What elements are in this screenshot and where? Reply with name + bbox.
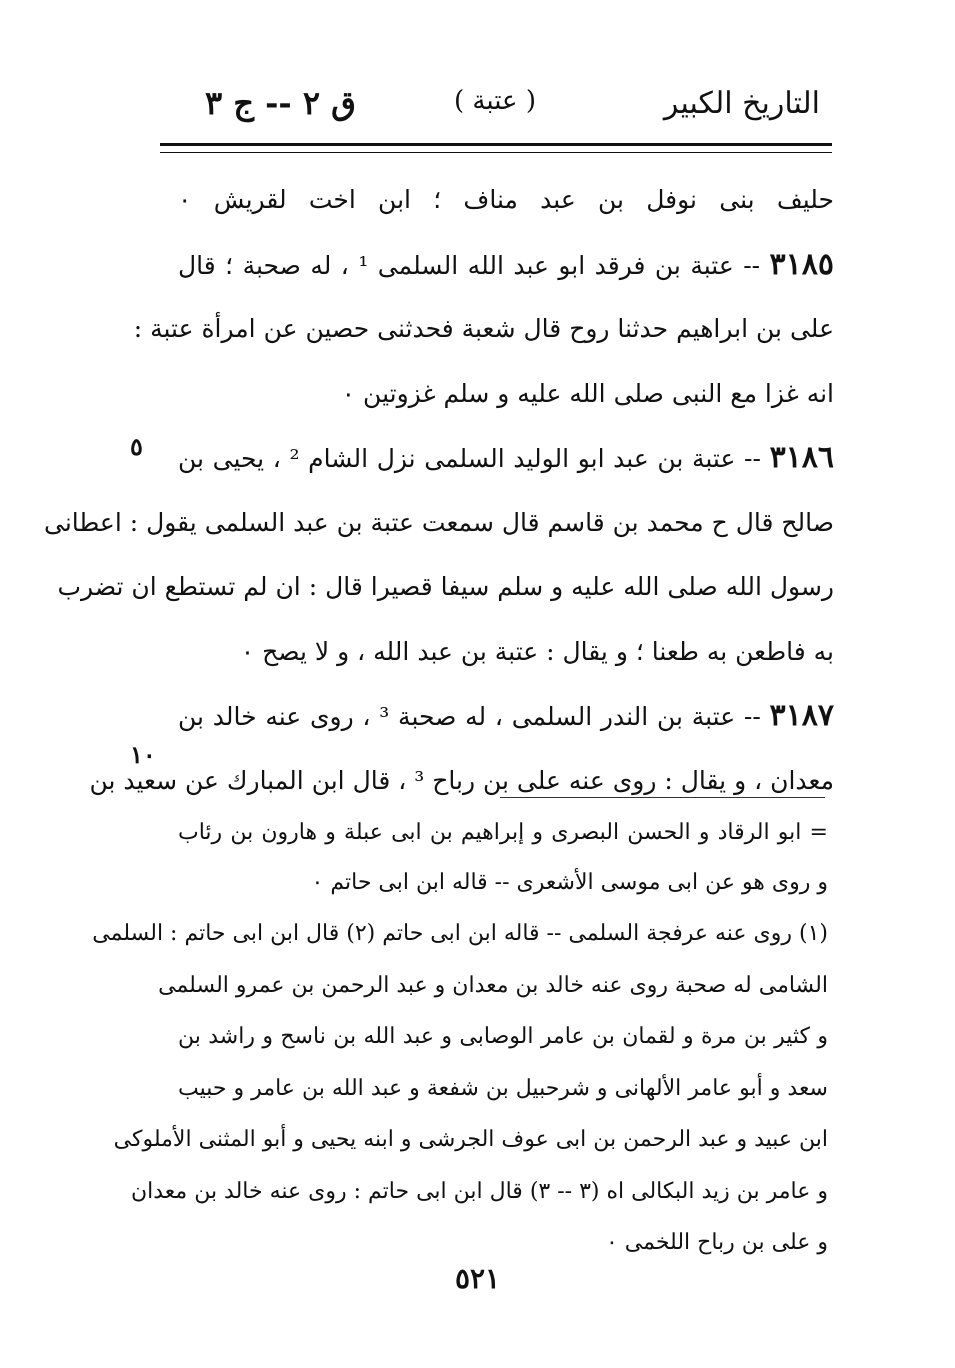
footnote-line: و كثير بن مرة و لقمان بن عامر الوصابى و عبد الله بن ناسح و راشد بن: [178, 1024, 828, 1049]
footnote-line: (١) روى عنه عرفجة السلمى -- قاله ابن ابى حاتم (٢) قال ابن ابى حاتم : السلمى: [92, 921, 828, 946]
running-header: [160, 80, 830, 136]
line-text: -- عتبة بن عبد ابو الوليد السلمى نزل الشام ² ، يحيى بن: [178, 444, 770, 473]
text-line: [57, 555, 834, 620]
margin-line-number: ٥: [130, 432, 143, 461]
page-number: ٥٢١: [454, 1262, 501, 1295]
footnote-line: و عامر بن زيد البكالى اه (٣ -- ٣) قال ابن ابى حاتم : روى عنه خالد بن معدان: [130, 1178, 828, 1204]
section-title: ( عتبة ): [454, 86, 536, 116]
line-text: به فاطعن به طعنا ؛ و يقال : عتبة بن عبد الله ، و لا يصح ٠: [240, 636, 834, 666]
entry-line: [178, 426, 834, 491]
line-text: صالح قال ح محمد بن قاسم قال سمعت عتبة بن عبد السلمى يقول : اعطانى: [43, 507, 834, 537]
entry-number: ٣١٨٧: [769, 698, 834, 733]
header-rule: [160, 143, 832, 153]
footnote-rule: [500, 797, 825, 798]
line-text: رسول الله صلى الله عليه و سلم سيفا قصيرا قال : ان لم تستطع ان تضرب: [57, 572, 834, 601]
footnote-line: الشامى له صحبة روى عنه خالد بن معدان و عبد الرحمن بن عمرو السلمى: [158, 972, 828, 998]
line-text: انه غزا مع النبى صلى الله عليه و سلم غزوتين ٠: [341, 378, 834, 408]
footnote-line: ابن عبيد و عبد الرحمن بن ابى عوف الجرشى و ابنه يحيى و أبو المثنى الأملوكى: [113, 1127, 828, 1152]
line-text: معدان ، و يقال : روى عنه على بن رباح ³ ، قال ابن المبارك عن سعيد بن: [89, 765, 834, 795]
margin-line-number: ١٠: [130, 740, 156, 769]
entry-line: [178, 684, 834, 749]
footnote-line: و روى هو عن ابى موسى الأشعرى -- قاله ابن ابى حاتم ٠: [311, 870, 828, 895]
text-line: [178, 362, 834, 427]
text-line: [178, 168, 834, 233]
footnote-line: = ابو الرقاد و الحسن البصرى و إبراهيم بن ابى عبلة و هارون بن رئاب: [178, 820, 828, 845]
footnote-line: و على بن رباح اللخمى ٠: [605, 1230, 828, 1255]
text-line: [133, 297, 834, 362]
footnotes: [92, 808, 828, 1269]
line-text: على بن ابراهيم حدثنا روح قال شعبة فحدثنى حصين عن امرأة عتبة :: [133, 314, 834, 343]
footnote-line: سعد و أبو عامر الألهانى و شرحبيل بن شفعة و عبد الله بن عامر و حبيب: [178, 1075, 828, 1101]
entry-number: ٣١٨٥: [769, 246, 834, 282]
line-text: -- عتبة بن فرقد ابو عبد الله السلمى ¹ ، له صحبة ؛ قال: [178, 250, 770, 280]
line-text: -- عتبة بن الندر السلمى ، له صحبة ³ ، روى عنه خالد بن: [178, 702, 770, 731]
volume-reference: ق ٢ -- ج ٣: [205, 84, 356, 122]
text-line: [178, 620, 834, 685]
entry-line: [178, 233, 834, 298]
line-text: حليف بنى نوفل بن عبد مناف ؛ ابن اخت لقريش ٠: [178, 185, 834, 214]
book-title: التاريخ الكبير: [663, 86, 820, 121]
text-line: [43, 491, 834, 556]
entry-number: ٣١٨٦: [769, 440, 835, 475]
